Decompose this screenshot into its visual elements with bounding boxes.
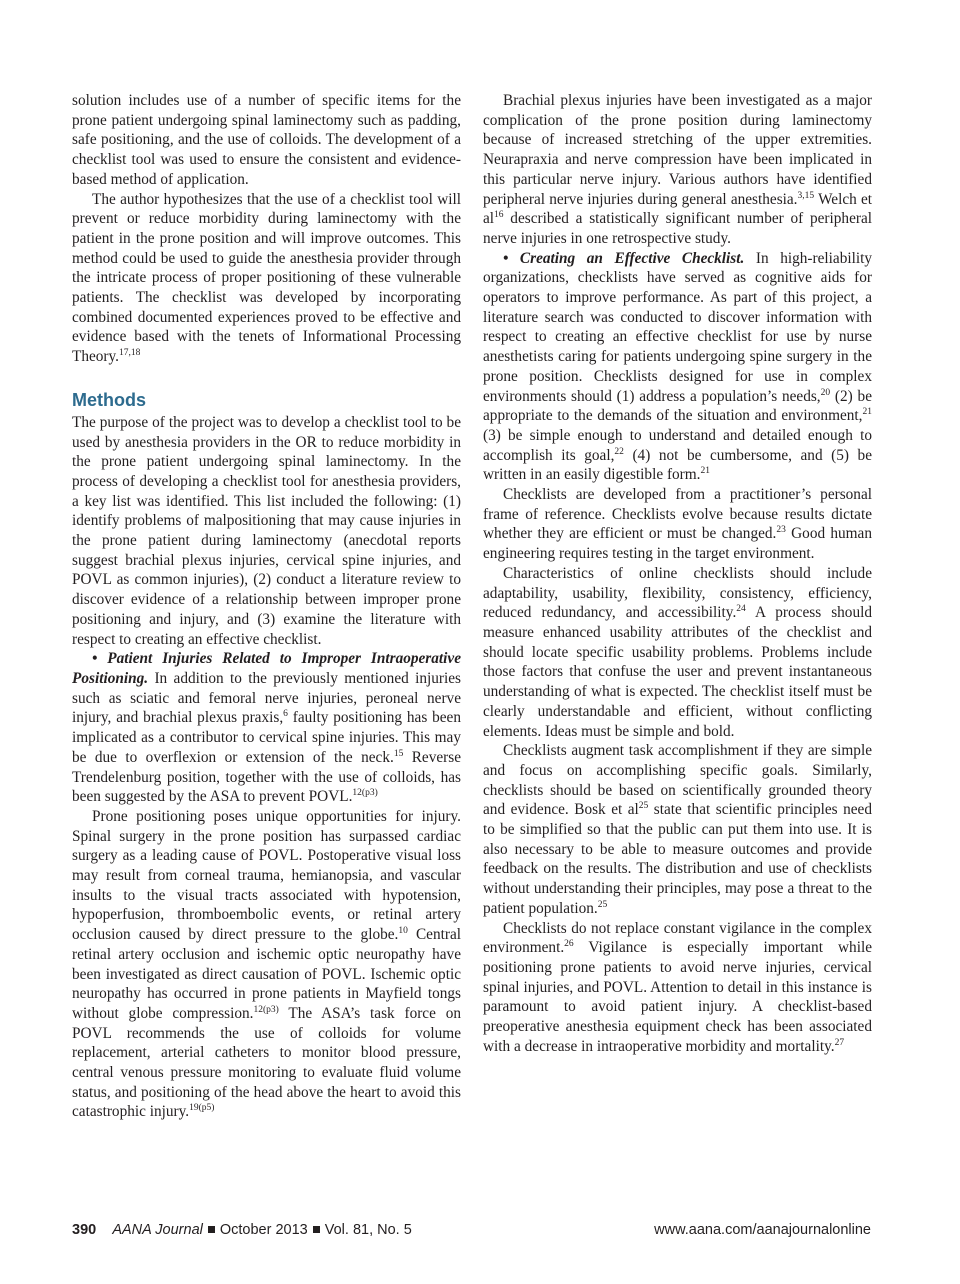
reference: 10 — [398, 926, 408, 937]
paragraph-text: faulty positioning has been implicated as a contributor to cervical spine injuries. This may be due to overflexion or extension of the neck. — [72, 709, 461, 766]
paragraph-text: (2) be appropriate to the demands of the situation and environment, — [483, 387, 872, 425]
separator-square-icon — [313, 1226, 320, 1233]
reference: 25 — [638, 801, 649, 812]
paragraph-text: Central retinal artery occlusion and ischemic optic neuropathy have been investigated as direct causation of POVL. Ischemic optic neuropathy has occurred in prone patients in Mayfield tongs without globe compression. — [72, 926, 461, 1022]
paragraph — [483, 485, 872, 564]
subsection-lead-in: • Patient Injuries Related to Improper Intraoperative Positioning. — [72, 650, 461, 687]
paragraph-text: Checklists augment task accomplishment if they are simple and focus on accomplishing specific goals. Similarly, checklists should be based on scientifically grounded theory and evidence. Bosk et al — [483, 742, 872, 819]
paragraph-text: Welch et al — [483, 190, 873, 228]
reference: 21 — [862, 407, 872, 418]
reference: 24 — [736, 604, 746, 615]
paragraph — [483, 741, 872, 918]
paragraph-text: Checklists are developed from a practitioner’s personal frame of reference. Checklists evolve because results dictate whether they are efficient or must be changed. — [483, 486, 872, 543]
paragraph-text: described a statistically significant number of peripheral nerve injuries in one retrospective study. — [483, 210, 872, 247]
reference: 6 — [283, 709, 288, 720]
paragraph-text: In addition to the previously mentioned injuries such as sciatic and femoral nerve injuries, peroneal nerve injury, and brachial plexus praxis, — [72, 669, 461, 727]
issue-date: October 2013 — [219, 1222, 308, 1238]
section-heading-methods: Methods — [72, 389, 146, 410]
reference: 27 — [834, 1037, 845, 1048]
journal-name: AANA Journal — [112, 1222, 203, 1238]
reference: 12(p3) — [352, 788, 378, 799]
left-column — [72, 91, 461, 1122]
paragraph-text: Checklists do not replace constant vigilance in the complex environment. — [483, 919, 872, 957]
reference: 22 — [614, 446, 624, 457]
paragraph-text: Good human engineering requires testing in the target environment. — [483, 525, 872, 563]
paragraph-text: Prone positioning poses unique opportunities for injury. Spinal surgery in the prone position has surpassed cardiac surgery as a leading cause of POVL. Postoperative visual loss may result from corneal trauma, hemianopsia, and vascular insults to the visual tracts associated with hypotension, hypoperfusion, thromboembolic events, or retinal artery occlusion caused by direct pressure to the globe. — [72, 807, 461, 944]
paragraph-text: The author hypothesizes that the use of a checklist tool will prevent or reduce morbidity during laminectomy with the patient in the prone position and will improve outcomes. This method could be used to guide the anesthesia provider through the intricate process of proper positioning of these vulnerable patients. The checklist was developed by incorporating combined documented experiences proved to be effective and evidence based with the tenets of Informational Processing Theory. — [72, 190, 461, 366]
reference: 25 — [597, 899, 608, 910]
paragraph-text: Reverse Trendelenburg position, together with the use of colloids, has been suggested by the ASA to prevent POVL. — [72, 748, 462, 806]
paragraph — [483, 919, 872, 1057]
paragraph — [72, 649, 461, 807]
journal-url[interactable]: www.aana.com/aanajournalonline — [654, 1222, 871, 1238]
reference: 21 — [700, 466, 711, 477]
reference: 26 — [564, 939, 574, 950]
reference: 15 — [393, 748, 404, 759]
reference: 3,15 — [797, 190, 815, 201]
paragraph-text: Characteristics of online checklists should include adaptability, usability, flexibility, consistency, efficiency, reduced redundancy, and accessibility. — [483, 564, 872, 622]
paragraph — [483, 249, 872, 485]
page-number: 390 — [72, 1222, 97, 1238]
paragraph-text: A process should measure enhanced usability attributes of the checklist and should locate specific usability problems. Problems include those factors that confuse the user and prevent instantaneous understanding of what is expected. The checklist itself must be clearly understandable and efficient, without conflicting elements. Ideas must be simple and bold. — [483, 604, 872, 740]
paragraph-text: (4) not be cumbersome, and (5) be written in an easily digestible form. — [483, 446, 872, 484]
paragraph-text: Vigilance is especially important while positioning prone patients to avoid nerve injuries, cervical spinal injuries, and POVL. Attention to detail in this instance is paramount to avoid patient injury. A checklist-based preoperative anesthesia equipment check has been associated with a decrease in intraoperative morbidity and mortality. — [483, 939, 872, 1055]
paragraph — [483, 564, 872, 741]
separator-square-icon — [208, 1226, 215, 1233]
reference: 20 — [820, 387, 831, 398]
paragraph-text: Brachial plexus injuries have been investigated as a major complication of the prone position during laminectomy because of increased stretching of the upper extremities. Neurapraxia and nerve compression have been implicated in this particular nerve injury. Various authors have identified peripheral nerve injuries during general anesthesia. — [483, 92, 872, 208]
reference: 23 — [776, 525, 786, 536]
volume-issue: Vol. 81, No. 5 — [324, 1222, 412, 1238]
paragraph — [72, 807, 461, 1122]
right-column — [483, 91, 872, 1056]
paragraph-text: The ASA’s task force on POVL recommends the use of colloids for volume replacement, arterial catheters to monitor blood pressure, central venous pressure monitoring to evaluate fluid volume status, and positioning of the head above the heart to avoid this catastrophic injury. — [72, 1004, 461, 1121]
subsection-lead-in: • Creating an Effective Checklist. — [503, 249, 745, 267]
page-footer — [72, 1222, 871, 1244]
reference: 19(p5) — [189, 1103, 215, 1114]
paragraph — [483, 91, 872, 249]
paragraph-text: (3) be simple enough to understand and detailed enough to accomplish its goal, — [483, 426, 872, 464]
paragraph — [72, 190, 461, 367]
paragraph: solution includes use of a number of specific items for the prone patient undergoing spinal laminectomy such as padding, safe positioning, and the use of colloids. The development of a checklist tool was used to ensure the consistent and evidence-based method of application. — [72, 92, 461, 188]
paragraph-text: state that scientific principles need to be simplified so that the public can put them into use. It is also necessary to be able to measure outcomes and provide feedback on the results. The distribution and use of checklists without understanding their principles, may pose a threat to the patient population. — [483, 801, 872, 917]
paragraph-text: In high-reliability organizations, checklists have served as cognitive aids for operators to improve performance. As part of this project, a literature search was conducted to discover information with respect to creating an effective checklist for use by nurse anesthetists caring for patients undergoing spine surgery in the prone position. Checklists designed for use in complex environments should (1) address a population’s needs, — [483, 249, 872, 405]
reference: 12(p3) — [253, 1004, 279, 1015]
paragraph: The purpose of the project was to develop a checklist tool to be used by anesthesia providers in the OR to reduce morbidity in the prone patient undergoing spinal laminectomy. In the process of developing a checklist tool for anesthesia providers, a key list was identified. This list included the following: (1) identify problems of malpositioning that may cause injuries in the prone patient during laminectomy (anecdotal reports suggest brachial plexus injuries, cervical spine injuries, and POVL as common injuries), (2) conduct a literature review to discover evidence of a relationship between improper prone positioning and injury, and (3) examine the literature with respect to creating an effective checklist. — [72, 413, 461, 648]
reference: 16 — [494, 210, 504, 221]
reference: 17,18 — [119, 348, 141, 359]
